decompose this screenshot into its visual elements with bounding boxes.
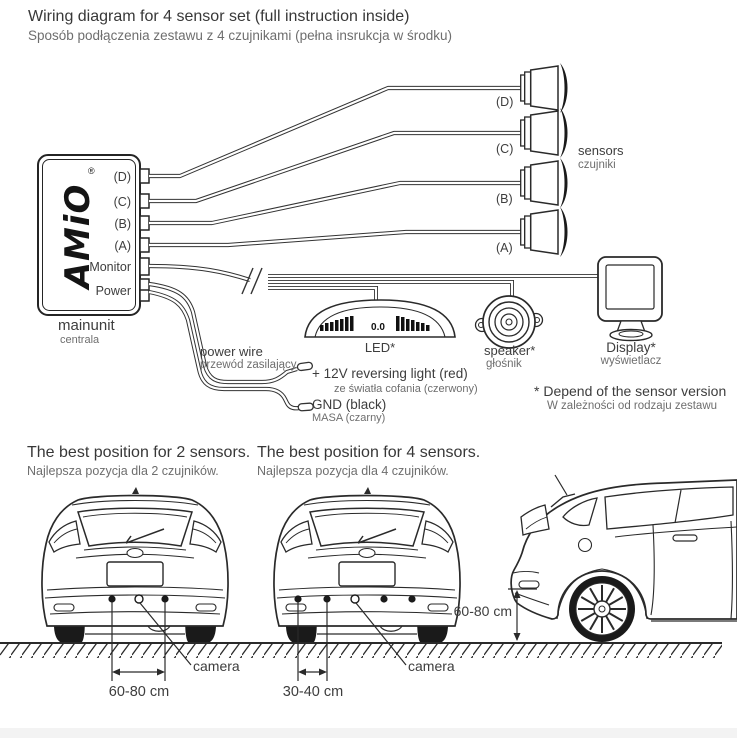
four-sensors-subtitle: Najlepsza pozycja dla 4 czujników. (257, 464, 449, 478)
sensors-label-pl: czujniki (578, 159, 616, 171)
display-label-pl: wyświetlacz (600, 355, 662, 367)
height-label-side: 60-80 cm (453, 603, 512, 619)
port-label-d: (D) (113, 170, 131, 184)
device-wire-bundle (268, 276, 601, 305)
footnote-line2: W zależności od rodzaju zestawu (547, 400, 718, 412)
gnd-wire-label: GND (black) (312, 397, 387, 412)
port-label-a: (A) (114, 239, 131, 253)
sensor-label-a: (A) (496, 241, 513, 255)
camera-dot (135, 595, 143, 603)
main-unit-ports (140, 169, 149, 301)
car-rear-4-sensors (274, 487, 460, 642)
led-display-icon (305, 300, 455, 337)
wire-b (149, 183, 521, 223)
plus-wire-terminal (297, 362, 313, 371)
gnd-wire-label-pl: MASA (czarny) (312, 412, 386, 424)
four-sensors-title: The best position for 4 sensors. (257, 444, 481, 461)
port-label-c: (C) (113, 195, 131, 209)
sensor-icon-c (521, 108, 568, 158)
sensor-label-b: (B) (496, 192, 513, 206)
port-label-monitor: Monitor (89, 260, 131, 274)
power-wire-label: power wire (200, 344, 263, 359)
two-sensors-subtitle: Najlepsza pozycja dla 2 czujników. (27, 464, 219, 478)
main-unit-label: mainunit (58, 317, 115, 334)
power-wire-label-pl: przewód zasilający (200, 359, 297, 371)
port-stub-c (140, 194, 149, 208)
speaker-label: speaker* (484, 343, 536, 358)
wire-a (149, 232, 521, 245)
bottom-strip (0, 728, 737, 738)
wire-break-icon (242, 268, 262, 294)
speaker-label-pl: głośnik (486, 358, 522, 370)
two-sensors-title: The best position for 2 sensors. (27, 444, 251, 461)
sensor-wires (149, 88, 521, 245)
port-stub-b (140, 216, 149, 230)
port-label-power: Power (95, 284, 131, 298)
registered-mark: ® (88, 166, 95, 176)
sensor-icon-d (521, 63, 568, 113)
distance-label-2: 60-80 cm (108, 684, 170, 700)
page-subtitle: Sposób podłączenia zestawu z 4 czujnikami (pełna insrukcja w środku) (28, 28, 452, 43)
sensor-label-c: (C) (496, 142, 514, 156)
led-label: LED* (364, 340, 396, 355)
plus-wire-label: + 12V reversing light (red) (312, 366, 468, 381)
plus-wire-label-pl: ze światła cofania (czerwony) (334, 383, 478, 395)
port-stub-d (140, 169, 149, 183)
port-stub-a (140, 238, 149, 252)
led-readout: 0.0 (371, 322, 385, 333)
sensors-label: sensors (578, 143, 624, 158)
port-stub-monitor (140, 258, 149, 275)
port-label-b: (B) (114, 217, 131, 231)
footnote-line1: * Depend of the sensor version (534, 383, 727, 399)
amio-logo: AMiO (58, 183, 98, 289)
sensor-icon-a (521, 207, 568, 257)
main-unit-label-pl: centrala (60, 334, 100, 346)
display-label: Display* (606, 340, 656, 355)
sensor-icon-b (521, 158, 568, 208)
camera-label-4: camera (408, 658, 455, 674)
car-rear-2-sensors (42, 487, 228, 642)
wire-to-speaker (268, 282, 512, 299)
ground-hatching (0, 643, 722, 658)
camera-dot (351, 595, 359, 603)
sensor-label-d: (D) (496, 95, 514, 109)
display-icon (598, 257, 662, 341)
distance-label-4: 30-40 cm (282, 684, 344, 700)
car-side-view (511, 475, 737, 642)
monitor-wire (149, 266, 250, 280)
camera-label-2: camera (193, 658, 240, 674)
speaker-icon (476, 296, 543, 348)
page-title: Wiring diagram for 4 sensor set (full instruction inside) (28, 8, 410, 25)
